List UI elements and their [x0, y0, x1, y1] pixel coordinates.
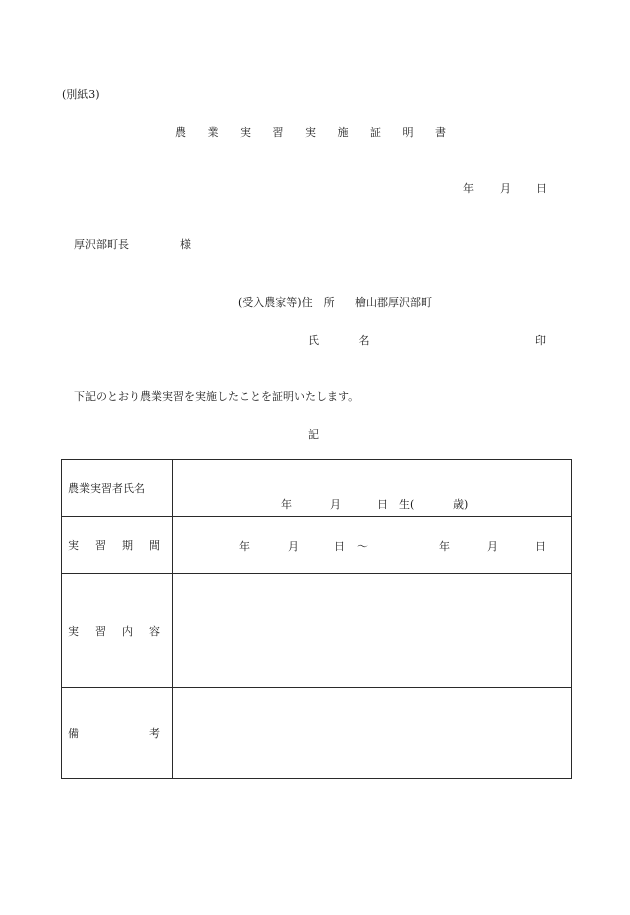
addressee-honorific: 様 [180, 238, 191, 251]
remarks-label-char: 考 [149, 727, 160, 740]
period-label-char: 実 [68, 539, 79, 552]
date-year: 年 [463, 182, 474, 195]
addressee-name: 厚沢部町長 [74, 238, 129, 251]
birth-day: 日 [377, 498, 388, 511]
content-label-char: 実 [68, 624, 79, 638]
period-end-day: 日 [535, 540, 546, 553]
period-label [62, 517, 173, 574]
seal-mark: 印 [535, 334, 546, 347]
host-address-label: (受入農家等)住 所 [238, 296, 335, 309]
content-label-char: 内 [122, 624, 133, 638]
birth-year: 年 [281, 498, 292, 511]
table-row-period [62, 517, 572, 574]
trainee-name-field[interactable] [173, 460, 572, 517]
period-end-month: 月 [487, 540, 498, 553]
period-label-char: 間 [149, 539, 160, 552]
remarks-label-char: 備 [68, 727, 79, 740]
period-start-year: 年 [239, 540, 250, 553]
period-end-year: 年 [439, 540, 450, 553]
period-start-month: 月 [288, 540, 299, 553]
certification-statement: 下記のとおり農業実習を実施したことを証明いたします。 [74, 390, 360, 403]
period-tilde: ～ [357, 540, 368, 553]
period-start-day: 日 [334, 540, 345, 553]
host-address-value: 檜山郡厚沢部町 [355, 296, 432, 309]
table-row-content [62, 574, 572, 688]
content-field[interactable] [173, 574, 572, 688]
content-label [62, 574, 173, 688]
ki-heading: 記 [308, 428, 319, 441]
table-row-trainee [62, 460, 572, 517]
date-day: 日 [536, 182, 547, 195]
remarks-field[interactable] [173, 688, 572, 779]
content-label-char: 容 [149, 624, 160, 638]
content-label-char: 習 [95, 624, 106, 638]
certificate-table [61, 459, 572, 779]
period-label-char: 期 [122, 539, 133, 552]
birth-month: 月 [330, 498, 341, 511]
date-month: 月 [500, 182, 511, 195]
document-title: 農 業 実 習 実 施 証 明 書 [175, 126, 455, 139]
period-label-char: 習 [95, 539, 106, 552]
trainee-name-label-text: 農業実習者氏名 [68, 482, 145, 495]
period-field[interactable] [173, 517, 572, 574]
table-row-remarks [62, 688, 572, 779]
host-name-label: 氏 名 [308, 334, 388, 347]
trainee-name-label [62, 460, 173, 517]
birth-age: 歳) [453, 498, 469, 511]
birth-born: 生( [399, 498, 415, 511]
remarks-label [62, 688, 173, 779]
annex-label: (別紙3) [62, 88, 100, 101]
